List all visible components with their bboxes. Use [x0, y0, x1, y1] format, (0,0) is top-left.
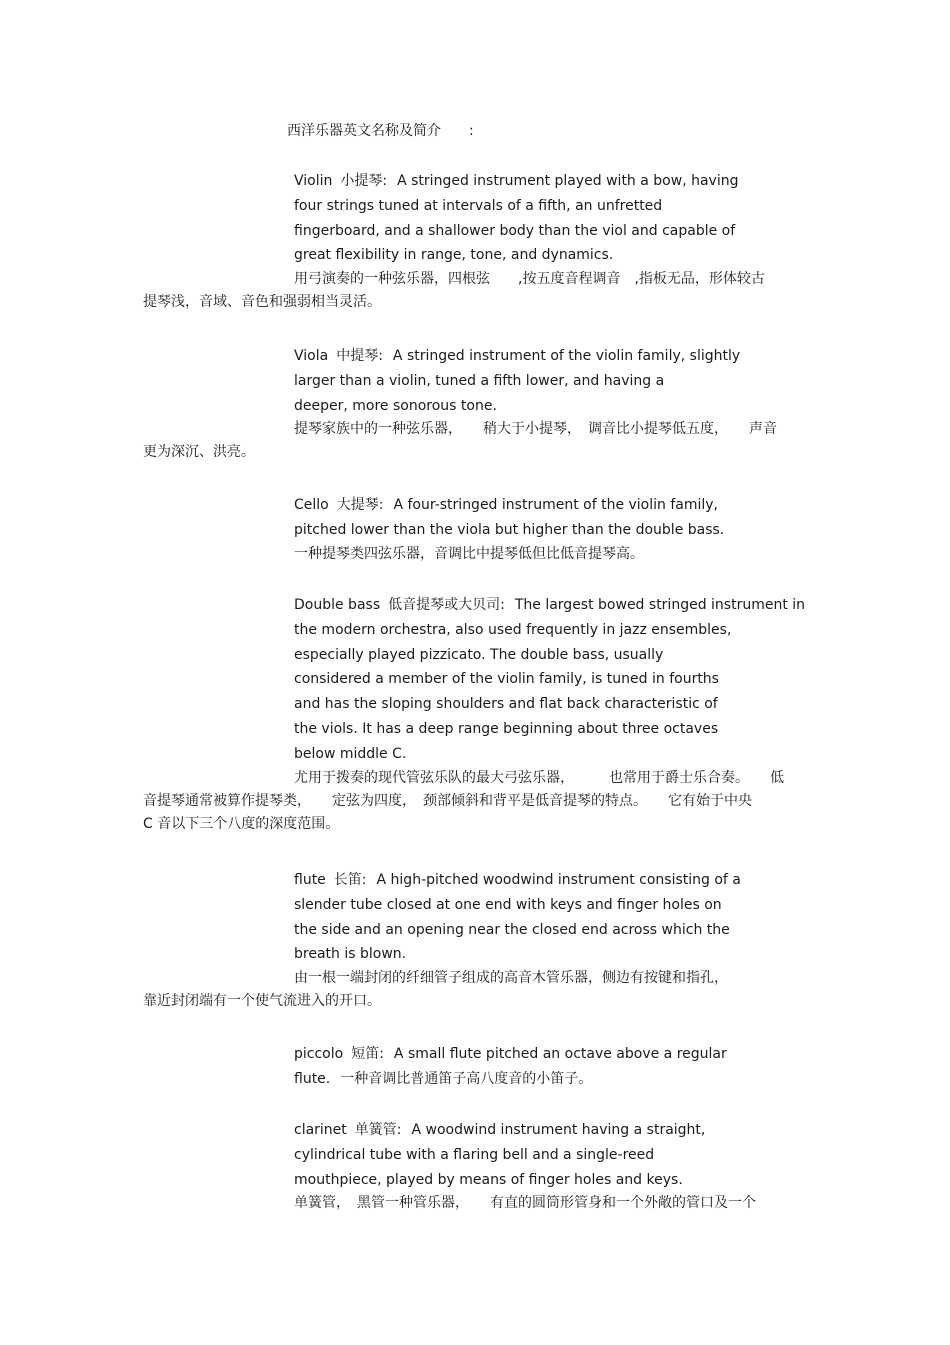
en-line: larger than a violin, tuned a fifth lower, and having a [294, 372, 665, 389]
cn-description: 一种音调比普通笛子高八度音的小笛子。 [340, 1070, 593, 1087]
cn-line: 一种提琴类四弦乐器，音调比中提琴低但比低音提琴高。 [294, 545, 644, 562]
cn-description [143, 418, 813, 464]
instrument-cn-name: 短笛: [351, 1046, 384, 1062]
en-line: fingerboard, and a shallower body than the viol and capable of [294, 222, 736, 239]
cn-line: 单簧管， 黑管一种管乐器， 有直的圆筒形管身和一个外敞的管口及一个 [294, 1195, 756, 1212]
en-line [294, 169, 813, 194]
en-line: the viols. It has a deep range beginning about three octaves [294, 720, 719, 737]
cn-line: 提琴浅，音域、音色和强弱相当灵活。 [143, 294, 381, 311]
en-line: the modern orchestra, also used frequently in jazz ensembles, [294, 621, 732, 638]
en-text: A stringed instrument of the violin family, slightly [392, 348, 741, 364]
en-line: pitched lower than the viola but higher than the double bass. [294, 521, 725, 538]
en-line: slender tube closed at one end with keys and finger holes on [294, 896, 722, 913]
document-title: 西洋乐器英文名称及简介 : [287, 123, 474, 139]
en-line [294, 593, 813, 618]
en-text: flute. [294, 1070, 331, 1087]
instrument-cn-name: 低音提琴或大贝司: [388, 597, 505, 613]
en-line: the side and an opening near the closed end across which the [294, 921, 730, 938]
en-line [294, 1067, 813, 1092]
instrument-term: Violin [294, 173, 333, 189]
instrument-term: Viola [294, 348, 329, 364]
cn-description [143, 1192, 813, 1215]
en-line: four strings tuned at intervals of a fifth, an unfretted [294, 197, 663, 214]
cn-line: 用弓演奏的一种弦乐器，四根弦 ,按五度音程调音 ,指板无品，形体较古 [294, 271, 765, 288]
cn-description [143, 268, 813, 314]
entry-piccolo [143, 1042, 813, 1092]
en-text: A four-stringed instrument of the violin family, [393, 497, 719, 513]
en-line: considered a member of the violin family, is tuned in fourths [294, 671, 719, 688]
en-line: and has the sloping shoulders and flat back characteristic of [294, 696, 718, 713]
en-text: A small flute pitched an octave above a regular [393, 1046, 727, 1062]
cn-description [143, 543, 813, 566]
entry-cello [143, 493, 813, 566]
en-line: deeper, more sonorous tone. [294, 397, 497, 414]
cn-line: 提琴家族中的一种弦乐器， 稍大于小提琴， 调音比小提琴低五度， 声音 [294, 421, 777, 438]
cn-description [143, 967, 813, 1013]
en-line [294, 493, 813, 518]
en-line: below middle C. [294, 745, 407, 762]
en-line: cylindrical tube with a flaring bell and a single-reed [294, 1146, 655, 1163]
en-text: A stringed instrument played with a bow, having [397, 173, 739, 189]
instrument-term: Double bass [294, 597, 381, 613]
en-line: especially played pizzicato. The double bass, usually [294, 646, 664, 663]
en-line: great flexibility in range, tone, and dynamics. [294, 247, 614, 264]
instrument-term: clarinet [294, 1122, 347, 1138]
instrument-cn-name: 小提琴: [340, 173, 388, 189]
en-line [294, 1118, 813, 1143]
entry-flute [143, 868, 813, 1013]
en-text: A high-pitched woodwind instrument consisting of a [376, 872, 741, 888]
cn-line: 音提琴通常被算作提琴类， 定弦为四度， 颈部倾斜和背平是低音提琴的特点。 它有始于中央 [143, 792, 752, 809]
cn-line: C 音以下三个八度的深度范围。 [143, 815, 340, 832]
en-line [294, 344, 813, 369]
instrument-cn-name: 单簧管: [354, 1122, 402, 1138]
cn-line: 尤用于拨奏的现代管弦乐队的最大弓弦乐器， 也常用于爵士乐合奏。 低 [294, 769, 784, 786]
entry-double-bass [143, 593, 813, 836]
instrument-term: flute [294, 872, 326, 888]
en-line [294, 1042, 813, 1067]
en-text: The largest bowed stringed instrument in [514, 597, 806, 613]
cn-line: 由一根一端封闭的纤细管子组成的高音木管乐器，侧边有按键和指孔， [294, 970, 728, 987]
instrument-term: piccolo [294, 1046, 344, 1062]
entry-violin [143, 169, 813, 314]
cn-line: 靠近封闭端有一个使气流进入的开口。 [143, 993, 381, 1010]
en-text: A woodwind instrument having a straight, [411, 1122, 706, 1138]
instrument-cn-name: 大提琴: [336, 497, 384, 513]
en-line: breath is blown. [294, 946, 407, 963]
instrument-term: Cello [294, 497, 329, 513]
entry-viola [143, 344, 813, 464]
entry-clarinet [143, 1118, 813, 1215]
en-line: mouthpiece, played by means of finger holes and keys. [294, 1171, 683, 1188]
instrument-cn-name: 中提琴: [336, 348, 383, 364]
instrument-cn-name: 长笛: [333, 872, 367, 888]
cn-line: 更为深沉、洪亮。 [143, 444, 255, 461]
cn-description [143, 767, 813, 836]
en-line [294, 868, 813, 893]
